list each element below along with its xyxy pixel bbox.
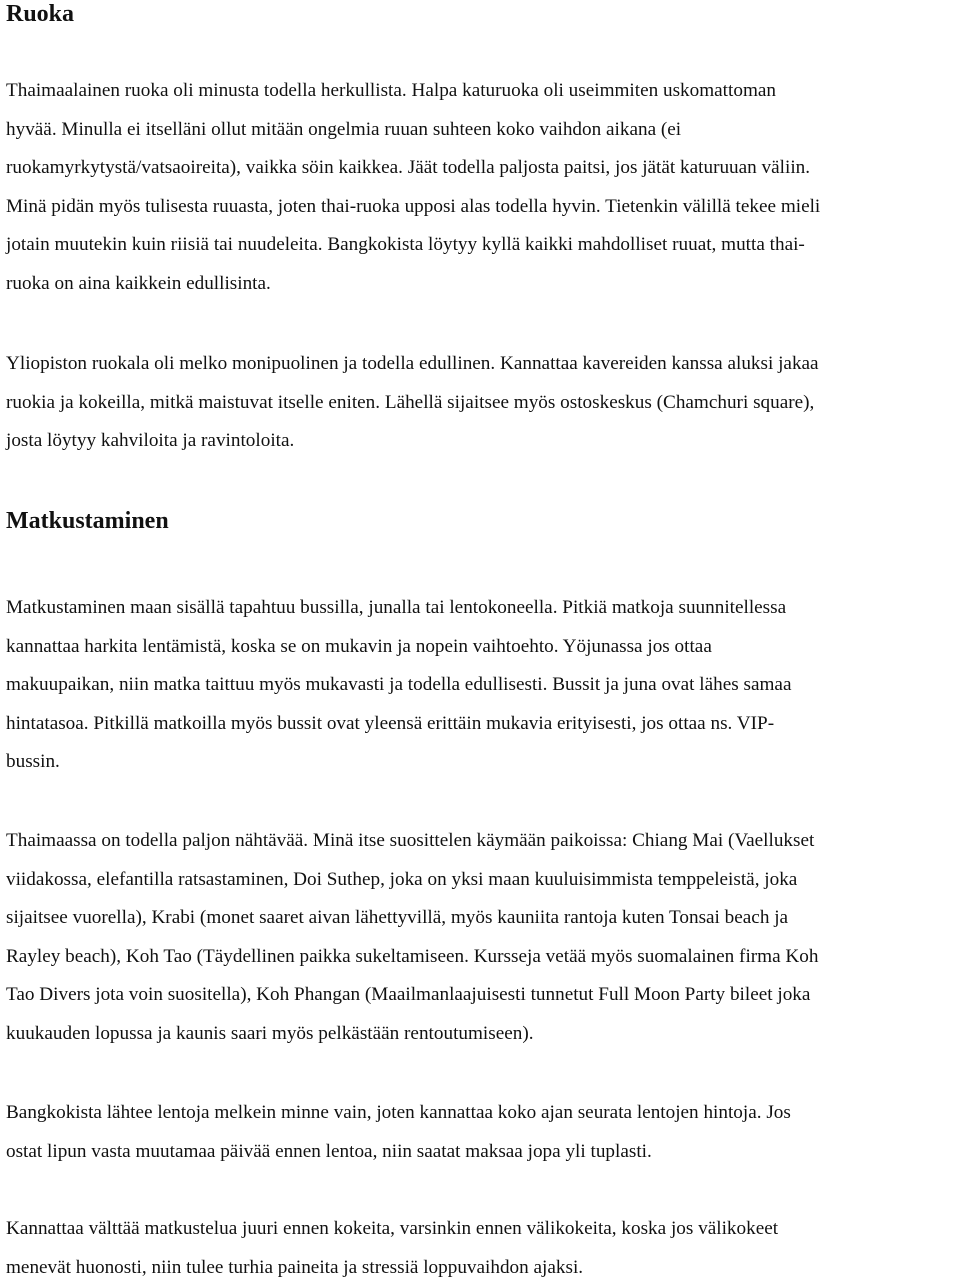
- paragraph-matkustaminen-4: [6, 1210, 778, 1287]
- text-line: Thaimaalainen ruoka oli minusta todella herkullista. Halpa katuruoka oli useimmiten uskomattoman: [6, 80, 776, 101]
- text-line: ostat lipun vasta muutamaa päivää ennen lentoa, niin saatat maksaa jopa yli tuplasti.: [6, 1140, 652, 1162]
- text-line: hyvää. Minulla ei itselläni ollut mitään ongelmia ruuan suhteen koko vaihdon aikana (ei: [6, 118, 682, 140]
- text-line: Matkustaminen maan sisällä tapahtuu bussilla, junalla tai lentokoneella. Pitkiä matkoja suunnitellessa: [6, 597, 787, 618]
- text-line: Rayley beach), Koh Tao (Täydellinen paikka sukeltamiseen. Kursseja vetää myös suomalainen firma Koh: [6, 945, 819, 967]
- text-line: ruokia ja kokeilla, mitkä maistuvat itselle eniten. Lähellä sijaitsee myös ostoskeskus (Chamchuri square),: [6, 391, 815, 413]
- text-line: Kannattaa välttää matkustelua juuri ennen kokeita, varsinkin ennen välikokeita, koska jos välikokeet: [6, 1218, 779, 1239]
- text-line: sijaitsee vuorella), Krabi (monet saaret aivan lähettyvillä, myös kauniita rantoja kuten Tonsai beach ja: [6, 907, 789, 929]
- text-line: bussin.: [6, 751, 60, 773]
- text-line: josta löytyy kahviloita ja ravintoloita.: [6, 430, 295, 452]
- text-line: menevät huonosti, niin tulee turhia paineita ja stressiä loppuvaihdon ajaksi.: [6, 1256, 584, 1278]
- paragraph-matkustaminen-1: [6, 589, 791, 782]
- text-line: Minä pidän myös tulisesta ruuasta, joten thai-ruoka upposi alas todella hyvin. Tietenkin välillä tekee mieli: [6, 195, 821, 217]
- text-line: ruokamyrkytystä/vatsaoireita), vaikka söin kaikkea. Jäät todella paljosta paitsi, jos jätät katuruuan väliin.: [6, 157, 811, 179]
- text-line: Thaimaassa on todella paljon nähtävää. Minä itse suosittelen käymään paikoissa: Chiang Mai (Vaellukset: [6, 830, 815, 851]
- text-line: Tao Divers jota voin suositella), Koh Phangan (Maailmanlaajuisesti tunnetut Full Moon Party bileet joka: [6, 984, 811, 1006]
- section-heading-ruoka: Ruoka: [6, 1, 75, 27]
- paragraph-ruoka-2: [6, 345, 819, 461]
- paragraph-matkustaminen-3: [6, 1094, 791, 1171]
- text-line: kannattaa harkita lentämistä, koska se on mukavin ja nopein vaihtoehto. Yöjunassa jos ottaa: [6, 635, 712, 657]
- text-line: Bangkokista lähtee lentoja melkein minne vain, joten kannattaa koko ajan seurata lentojen hintoja. Jos: [6, 1102, 791, 1123]
- paragraph-ruoka-1: [6, 72, 820, 304]
- text-line: hintatasoa. Pitkillä matkoilla myös bussit ovat yleensä erittäin mukavia erityisesti, jos ottaa ns. VIP-: [6, 712, 775, 734]
- text-line: Yliopiston ruokala oli melko monipuolinen ja todella edullinen. Kannattaa kavereiden kanssa aluksi jakaa: [6, 353, 819, 374]
- text-line: ruoka on aina kaikkein edullisinta.: [6, 272, 271, 294]
- text-line: kuukauden lopussa ja kaunis saari myös pelkästään rentoutumiseen).: [6, 1022, 534, 1044]
- section-heading-matkustaminen: Matkustaminen: [6, 508, 169, 534]
- text-line: jotain muutekin kuin riisiä tai nuudeleita. Bangkokista löytyy kyllä kaikki mahdolliset ruuat, mutta thai-: [6, 234, 805, 256]
- paragraph-matkustaminen-2: [6, 822, 818, 1054]
- text-line: viidakossa, elefantilla ratsastaminen, Doi Suthep, joka on yksi maan kuuluisimmista temppeleistä, joka: [6, 868, 798, 890]
- text-line: makuupaikan, niin matka taittuu myös mukavasti ja todella edullisesti. Bussit ja juna ovat lähes samaa: [6, 674, 792, 696]
